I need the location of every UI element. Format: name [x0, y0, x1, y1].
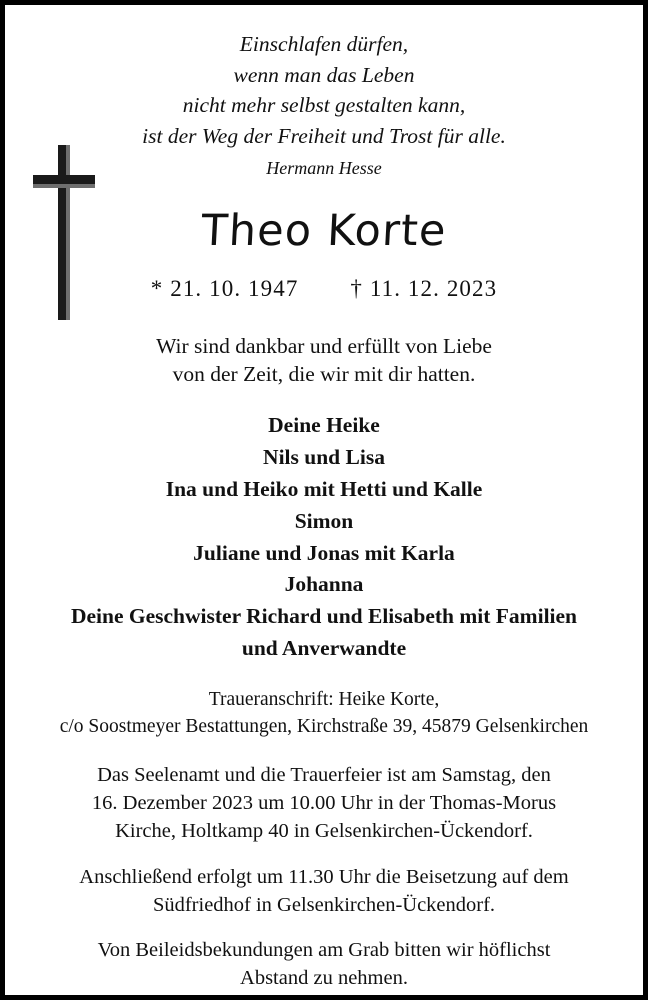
life-dates: [23, 276, 625, 302]
service-line: Kirche, Holtkamp 40 in Gelsenkirchen-Ückendorf.: [115, 820, 533, 843]
service-line: 16. Dezember 2023 um 10.00 Uhr in der Thomas-Morus: [91, 791, 557, 814]
request-line: Abstand zu nehmen.: [240, 967, 408, 990]
request-line: Von Beileidsbekundungen am Grab bitten wir höflichst: [97, 939, 551, 962]
family-list: [23, 410, 625, 665]
condolence-request: [23, 936, 625, 993]
burial-details: [23, 863, 625, 920]
birth-date: * 21. 10. 1947: [150, 275, 299, 301]
poem-block: [23, 29, 625, 182]
poem-line: ist der Weg der Freiheit und Trost für alle.: [142, 123, 506, 148]
thanks-block: [23, 332, 625, 389]
family-line: Ina und Heiko mit Hetti und Kalle: [165, 476, 483, 501]
poem-line: wenn man das Leben: [233, 62, 415, 87]
address-line: c/o Soostmeyer Bestattungen, Kirchstraße 39, 45879 Gelsenkirchen: [59, 715, 589, 737]
address-line: Traueranschrift: Heike Korte,: [208, 688, 440, 710]
burial-line: Anschließend erfolgt um 11.30 Uhr die Beisetzung auf dem: [79, 865, 569, 888]
family-line: Nils und Lisa: [263, 445, 385, 470]
family-line: Deine Geschwister Richard und Elisabeth mit Familien: [70, 604, 578, 629]
thanks-line: von der Zeit, die wir mit dir hatten.: [172, 361, 476, 386]
poem-line: nicht mehr selbst gestalten kann,: [182, 93, 466, 118]
service-details: [23, 761, 625, 846]
poem-author: Hermann Hesse: [266, 158, 382, 179]
burial-line: Südfriedhof in Gelsenkirchen-Ückendorf.: [152, 893, 496, 916]
poem-line: Einschlafen dürfen,: [239, 32, 409, 56]
family-line: und Anverwandte: [241, 636, 407, 661]
family-line: Juliane und Jonas mit Karla: [193, 540, 455, 565]
family-line: Simon: [294, 508, 354, 533]
family-line: Deine Heike: [268, 413, 380, 438]
thanks-line: Wir sind dankbar und erfüllt von Liebe: [156, 333, 492, 358]
deceased-name: Theo Korte: [200, 205, 448, 256]
death-date: † 11. 12. 2023: [350, 275, 498, 301]
mourning-address: [23, 687, 625, 741]
family-line: Johanna: [284, 572, 364, 597]
service-line: Das Seelenamt und die Trauerfeier ist am Samstag, den: [97, 763, 551, 786]
